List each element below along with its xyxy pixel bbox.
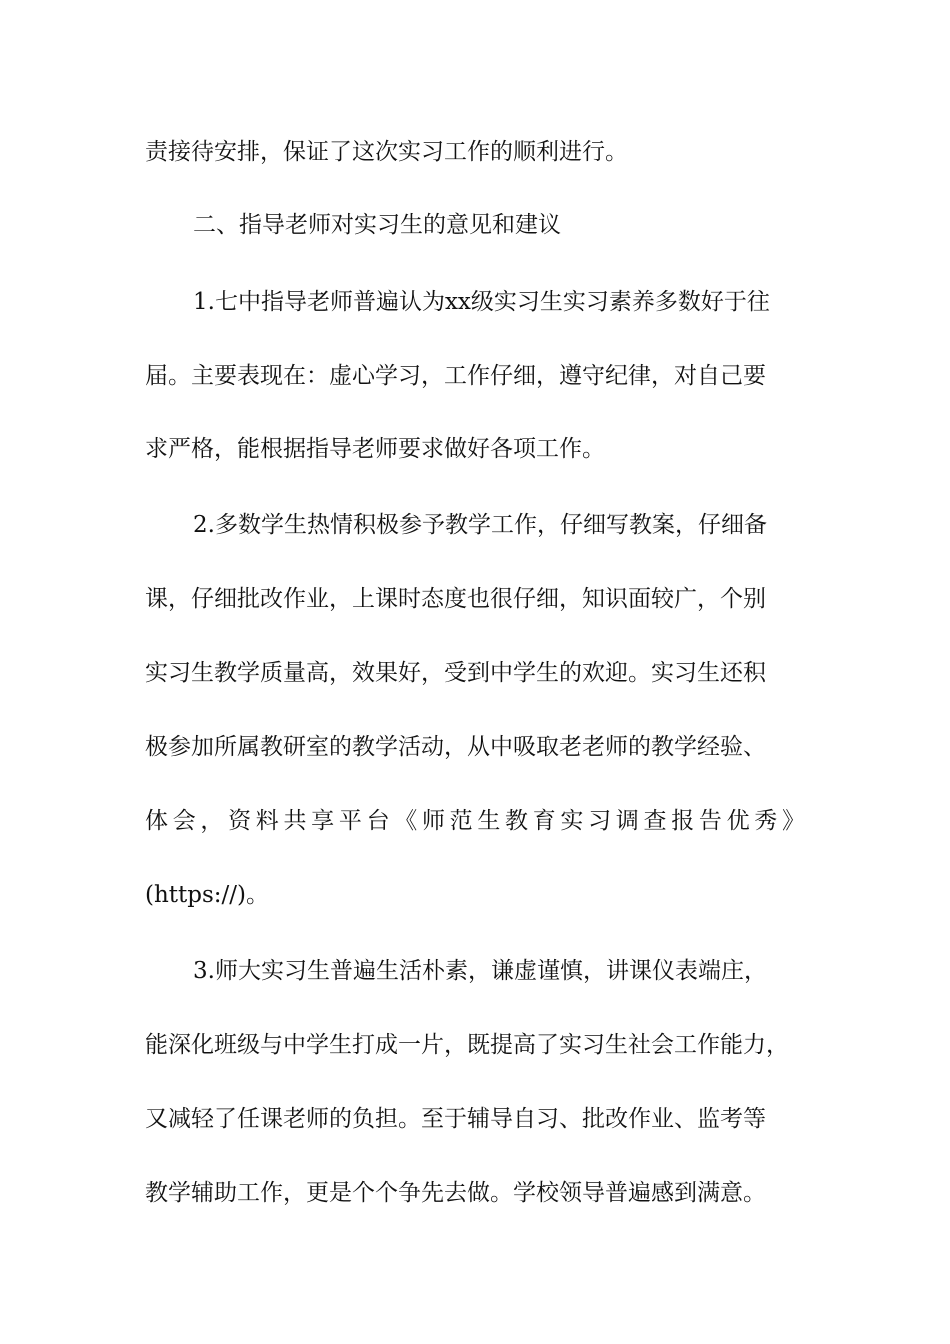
text-line: (https://)。	[145, 882, 270, 908]
text-line: 又减轻了任课老师的负担。至于辅导自习、批改作业、监考等	[145, 1106, 766, 1132]
text-line: 2.多数学生热情积极参予教学工作，仔细写教案，仔细备	[193, 512, 767, 538]
text-line: 课，仔细批改作业，上课时态度也很仔细，知识面较广，个别	[145, 586, 766, 612]
text-line: 责接待安排，保证了这次实习工作的顺利进行。	[145, 139, 628, 165]
text-line: 1.七中指导老师普遍认为xx级实习生实习素养多数好于往	[193, 289, 770, 315]
text-line: 极参加所属教研室的教学活动，从中吸取老老师的教学经验、	[145, 734, 766, 760]
text-line: 届。主要表现在：虚心学习，工作仔细，遵守纪律，对自己要	[145, 363, 766, 389]
text-line: 求严格，能根据指导老师要求做好各项工作。	[145, 436, 605, 462]
text-line: 体会，资料共享平台《师范生教育实习调查报告优秀》	[145, 808, 805, 834]
section-heading: 二、指导老师对实习生的意见和建议	[193, 212, 561, 238]
text-line: 教学辅助工作，更是个个争先去做。学校领导普遍感到满意。	[145, 1180, 766, 1206]
text-line: 3.师大实习生普遍生活朴素，谦虚谨慎，讲课仪表端庄，	[193, 958, 767, 984]
text-line: 实习生教学质量高，效果好，受到中学生的欢迎。实习生还积	[145, 660, 766, 686]
text-line: 能深化班级与中学生打成一片，既提高了实习生社会工作能力，	[145, 1032, 789, 1058]
